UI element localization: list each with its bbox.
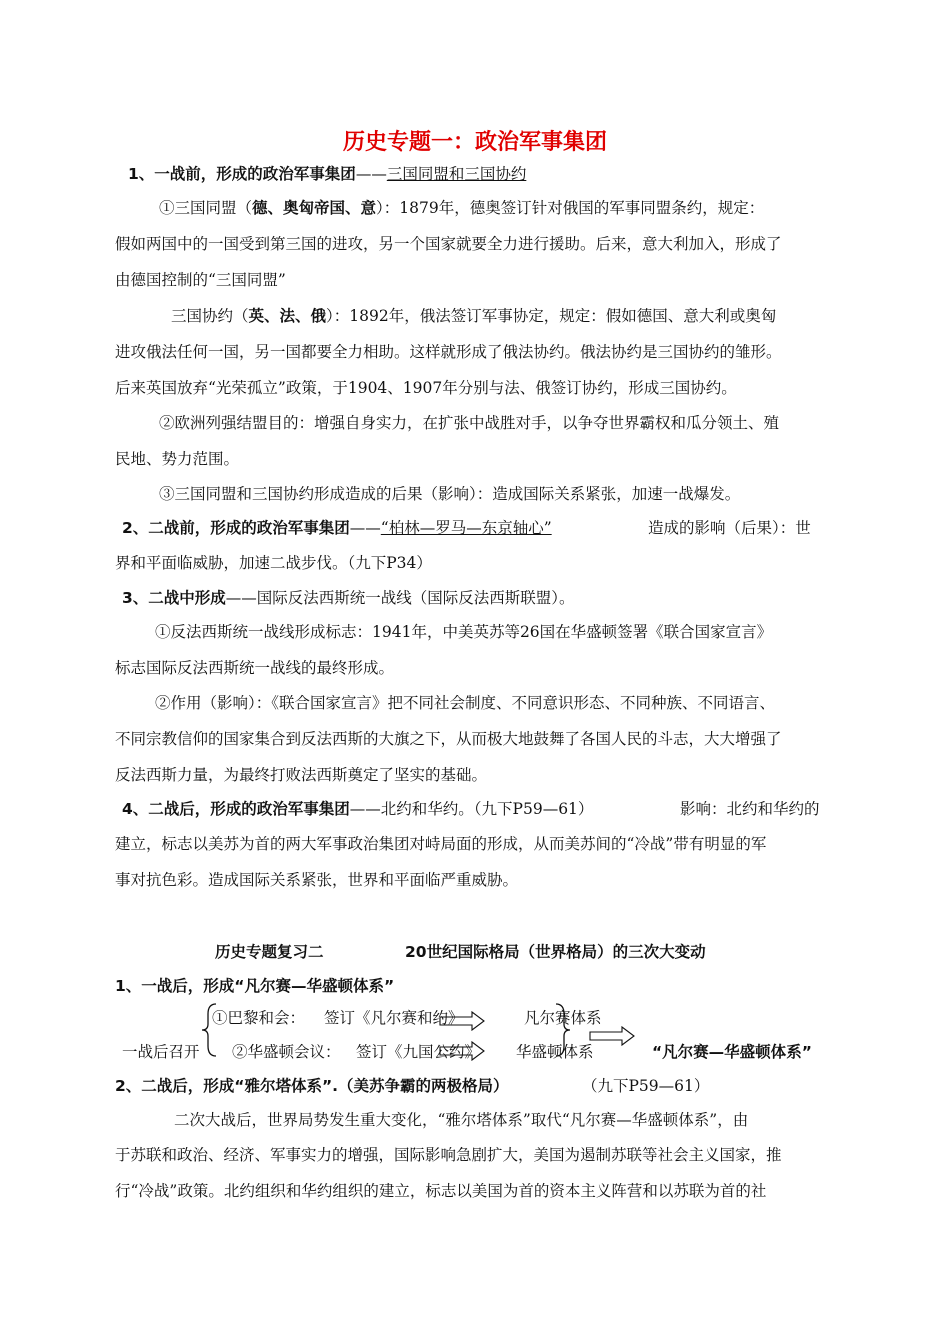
part-2-title-left: 历史专题复习二 xyxy=(215,943,324,961)
section-1-heading xyxy=(128,164,526,184)
paragraph-line: 二次大战后，世界局势发生重大变化，“雅尔塔体系”取代“凡尔赛—华盛顿体系”，由 xyxy=(174,1111,749,1129)
bold-span: 德、奥匈帝国、意 xyxy=(252,199,377,217)
paragraph-line: ①反法西斯统一战线形成标志：1941年，中美英苏等26国在华盛顿签署《联合国家宣言》 xyxy=(155,623,773,641)
diagram-row-1-treaty: 签订《凡尔赛和约》 xyxy=(324,1009,464,1027)
diagram-row-1-meeting: ①巴黎和会： xyxy=(212,1009,306,1027)
paragraph-line: 界和平面临威胁，加速二战步伐。（九下P34） xyxy=(115,554,432,572)
paragraph-line: ③三国同盟和三国协约形成造成的后果（影响）：造成国际关系紧张，加速一战爆发。 xyxy=(159,485,741,503)
paragraph-line: 行“冷战”政策。北约组织和华约组织的建立，标志以美国为首的资本主义阵营和以苏联为首的社 xyxy=(115,1182,767,1200)
text-span: ）：1879年，德奥签订针对俄国的军事同盟条约，规定： xyxy=(376,199,765,217)
section-3-heading xyxy=(122,588,575,608)
page-reference: （九下P59—61） xyxy=(582,1077,710,1095)
paragraph-line: 反法西斯力量，为最终打败法西斯奠定了坚实的基础。 xyxy=(115,766,488,784)
paragraph-line: 造成的影响（后果）：世 xyxy=(648,519,811,537)
diagram-row-2-treaty: 签订《九国公约》 xyxy=(356,1043,481,1061)
section-number: 1、 xyxy=(128,165,155,183)
text-span: ——国际反法西斯统一战线（国际反法西斯联盟）。 xyxy=(225,589,575,607)
paragraph-line: 影响：北约和华约的 xyxy=(680,800,820,818)
right-brace-icon xyxy=(552,1002,572,1058)
part-2-heading-2: 2、二战后，形成“雅尔塔体系”.（美苏争霸的两极格局） xyxy=(115,1077,509,1095)
page-title: 历史专题一：政治军事集团 xyxy=(342,130,607,155)
dash: —— xyxy=(349,519,381,537)
text-span: ——北约和华约。（九下P59—61） xyxy=(349,800,594,818)
diagram-row-2-meeting: ②华盛顿会议： xyxy=(232,1043,341,1061)
paragraph-line: ②作用（影响）：《联合国家宣言》把不同社会制度、不同意识形态、不同种族、不同语言、 xyxy=(155,694,776,712)
paragraph-line: ②欧洲列强结盟目的：增强自身实力，在扩张中战胜对手，以争夺世界霸权和瓜分领土、殖 xyxy=(159,414,780,432)
arrow-right-icon xyxy=(438,1040,486,1062)
heading-underlined-text: 三国同盟和三国协约 xyxy=(386,165,527,183)
section-heading-text: 2、二战前，形成的政治军事集团 xyxy=(122,519,350,537)
paragraph-line: 假如两国中的一国受到第三国的进攻，另一个国家就要全力进行援助。后来，意大利加入，形成了 xyxy=(115,235,782,253)
arrow-right-icon xyxy=(588,1025,636,1047)
paragraph-line: 事对抗色彩。造成国际关系紧张，世界和平面临严重威胁。 xyxy=(115,871,519,889)
paragraph-line: 建立，标志以美苏为首的两大军事政治集团对峙局面的形成，从而美苏间的“冷战”带有明显的军 xyxy=(115,835,767,853)
paragraph-line xyxy=(171,306,776,326)
part-2-heading-1: 1、一战后，形成“凡尔赛—华盛顿体系” xyxy=(115,977,395,995)
paragraph-line: 由德国控制的“三国同盟” xyxy=(115,271,286,289)
section-heading-text: 一战前，形成的政治军事集团 xyxy=(154,165,356,183)
paragraph-line: 后来英国放弃“光荣孤立”政策，于1904、1907年分别与法、俄签订协约，形成三国协约。 xyxy=(115,379,737,397)
section-heading-text: 4、二战后，形成的政治军事集团 xyxy=(122,800,350,818)
text-span: 三国协约（ xyxy=(171,307,249,325)
heading-underlined-text: “柏林—罗马—东京轴心” xyxy=(380,519,552,537)
diagram-left-label: 一战后召开 xyxy=(122,1043,200,1061)
section-4-heading xyxy=(122,799,593,819)
part-2-title-right: 20世纪国际格局（世界格局）的三次大变动 xyxy=(405,943,706,961)
section-2-heading xyxy=(122,518,552,538)
text-span: ①三国同盟（ xyxy=(159,199,253,217)
paragraph-line: 民地、势力范围。 xyxy=(115,450,240,468)
paragraph-line: 标志国际反法西斯统一战线的最终形成。 xyxy=(115,659,395,677)
paragraph-line: 进攻俄法任何一国，另一国都要全力相助。这样就形成了俄法协约。俄法协约是三国协约的雏形。 xyxy=(115,343,782,361)
dash: —— xyxy=(355,165,387,183)
diagram-result: “凡尔赛—华盛顿体系” xyxy=(652,1043,812,1061)
text-span: ）：1892年，俄法签订军事协定，规定：假如德国、意大利或奥匈 xyxy=(326,307,777,325)
diagram-row-2-system: 华盛顿体系 xyxy=(516,1043,594,1061)
bold-span: 英、法、俄 xyxy=(248,307,327,325)
section-heading-text: 3、二战中形成 xyxy=(122,589,226,607)
paragraph-line xyxy=(159,198,764,218)
diagram-row-1-system: 凡尔赛体系 xyxy=(524,1009,602,1027)
paragraph-line: 不同宗教信仰的国家集合到反法西斯的大旗之下，从而极大地鼓舞了各国人民的斗志，大大增强了 xyxy=(115,730,782,748)
paragraph-line: 于苏联和政治、经济、军事实力的增强，国际影响急剧扩大，美国为遏制苏联等社会主义国家，推 xyxy=(115,1146,782,1164)
arrow-right-icon xyxy=(438,1010,486,1032)
